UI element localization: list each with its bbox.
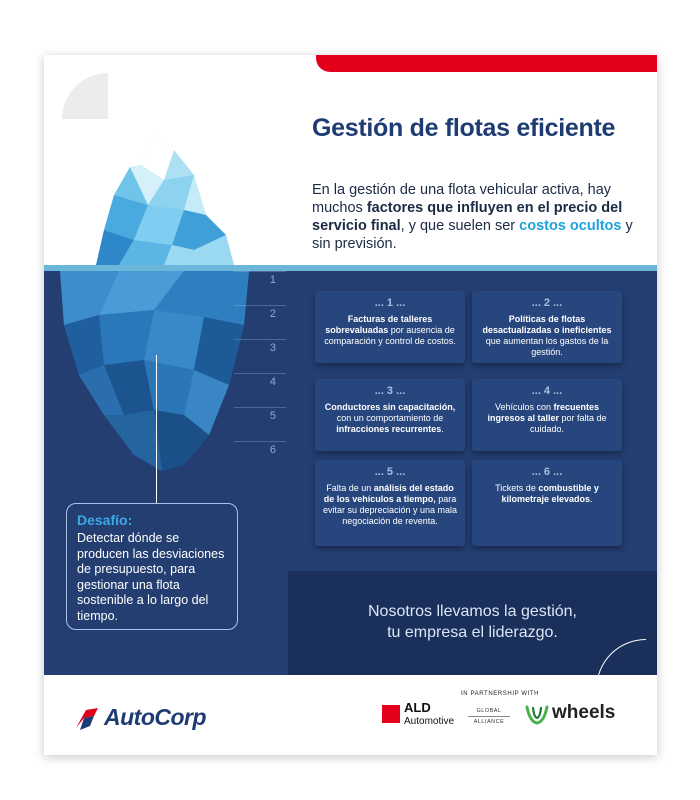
scale-number: 5 [269, 410, 276, 422]
wheels-wordmark: wheels [552, 702, 616, 723]
scale-row [234, 373, 286, 407]
challenge-text: Detectar dónde se producen las desviaciones de presupuesto, para gestionar una flota sostenible a lo largo del tiempo. [77, 531, 225, 623]
autocorp-auto: Auto [104, 704, 155, 730]
footer [44, 675, 657, 755]
factor-text [321, 314, 459, 347]
scale-row [234, 271, 286, 305]
factor-heading: ... 1 ... [374, 297, 406, 309]
scale-number: 3 [269, 342, 276, 354]
scale-row [234, 305, 286, 339]
factor-box-5 [315, 460, 465, 546]
intro-bold-1: factores que influyen en el precio del servicio final [312, 200, 623, 234]
ald-logo-icon [382, 705, 400, 723]
factor-rest: para evitar su depreciación y una mala negociación de reventa. [322, 494, 458, 526]
factor-bold: Facturas de talleres sobrevaluadas [325, 314, 433, 335]
factor-box-4 [472, 379, 622, 451]
intro-highlight: costos ocultos [519, 218, 622, 234]
scale-number: 1 [269, 274, 276, 286]
page-title: Gestión de flotas eficiente [312, 114, 616, 142]
factor-rest: por ausencia de comparación y control de costos. [324, 325, 456, 346]
factor-rest-2: . [441, 424, 444, 434]
factor-box-6 [472, 460, 622, 546]
challenge-box [66, 503, 238, 630]
partnership-label: IN PARTNERSHIP WITH [461, 691, 540, 697]
factor-bold: combustible y kilometraje elevados [501, 483, 599, 504]
factor-heading: ... 4 ... [531, 385, 563, 397]
factor-rest: que aumentan los gastos de la gestión. [485, 336, 609, 357]
scale-row [234, 339, 286, 373]
factor-rest: por falta de cuidado. [529, 413, 607, 434]
factor-pre: Vehículos con [494, 402, 554, 412]
factor-bold-2: infracciones recurrentes [336, 424, 442, 434]
factor-heading: ... 2 ... [531, 297, 563, 309]
factor-heading: ... 6 ... [531, 466, 563, 478]
factor-text [478, 483, 616, 505]
factor-rest: con un comportamiento de [336, 413, 444, 423]
intro-text-2: , y que suelen ser [400, 218, 520, 234]
factor-bold: frecuentes ingresos al taller [487, 402, 600, 423]
autocorp-logo [72, 700, 232, 740]
autocorp-mark-icon [72, 704, 102, 734]
factor-text [321, 402, 459, 435]
slogan-line-1: Nosotros llevamos la gestión, [368, 603, 577, 620]
factor-text [478, 314, 616, 358]
intro-text-3: y sin previsión. [312, 218, 633, 252]
scale-row [234, 407, 286, 441]
factor-bold: Conductores sin capacitación, [324, 402, 456, 412]
scale-number: 6 [269, 444, 276, 456]
factor-pre: Tickets de [495, 483, 539, 493]
global-line-2: ALLIANCE [473, 719, 505, 725]
ald-name: ALD [404, 700, 431, 715]
challenge-pointer-line [156, 355, 157, 503]
factor-rest: . [590, 494, 593, 504]
factor-box-3 [315, 379, 465, 451]
wheels-logo-icon [524, 702, 550, 728]
infographic-card [44, 55, 657, 755]
autocorp-wordmark [104, 704, 206, 731]
factor-text [478, 402, 616, 435]
factor-text [321, 483, 459, 527]
scale-number: 2 [269, 308, 276, 320]
intro-text-1: En la gestión de una flota vehicular activa, hay muchos [312, 182, 612, 216]
factor-box-1 [315, 291, 465, 363]
factor-bold: análisis del estado de los vehículos a tiempo, [323, 483, 454, 504]
intro-paragraph [312, 181, 642, 253]
factor-pre: Falta de un [326, 483, 374, 493]
ald-sub: Automotive [404, 716, 455, 727]
challenge-title: Desafío: [77, 512, 133, 528]
factor-box-2 [472, 291, 622, 363]
autocorp-corp: Corp [154, 704, 207, 730]
global-alliance-logo [464, 707, 514, 726]
global-line-1: GLOBAL [476, 708, 502, 714]
slogan [288, 601, 657, 643]
factor-heading: ... 5 ... [374, 466, 406, 478]
factor-heading: ... 3 ... [374, 385, 406, 397]
factor-bold: Políticas de flotas desactualizadas o ineficientes [482, 314, 612, 335]
scale-row [234, 441, 286, 475]
slogan-line-2: tu empresa el liderazgo. [387, 624, 558, 641]
scale-number: 4 [269, 376, 276, 388]
